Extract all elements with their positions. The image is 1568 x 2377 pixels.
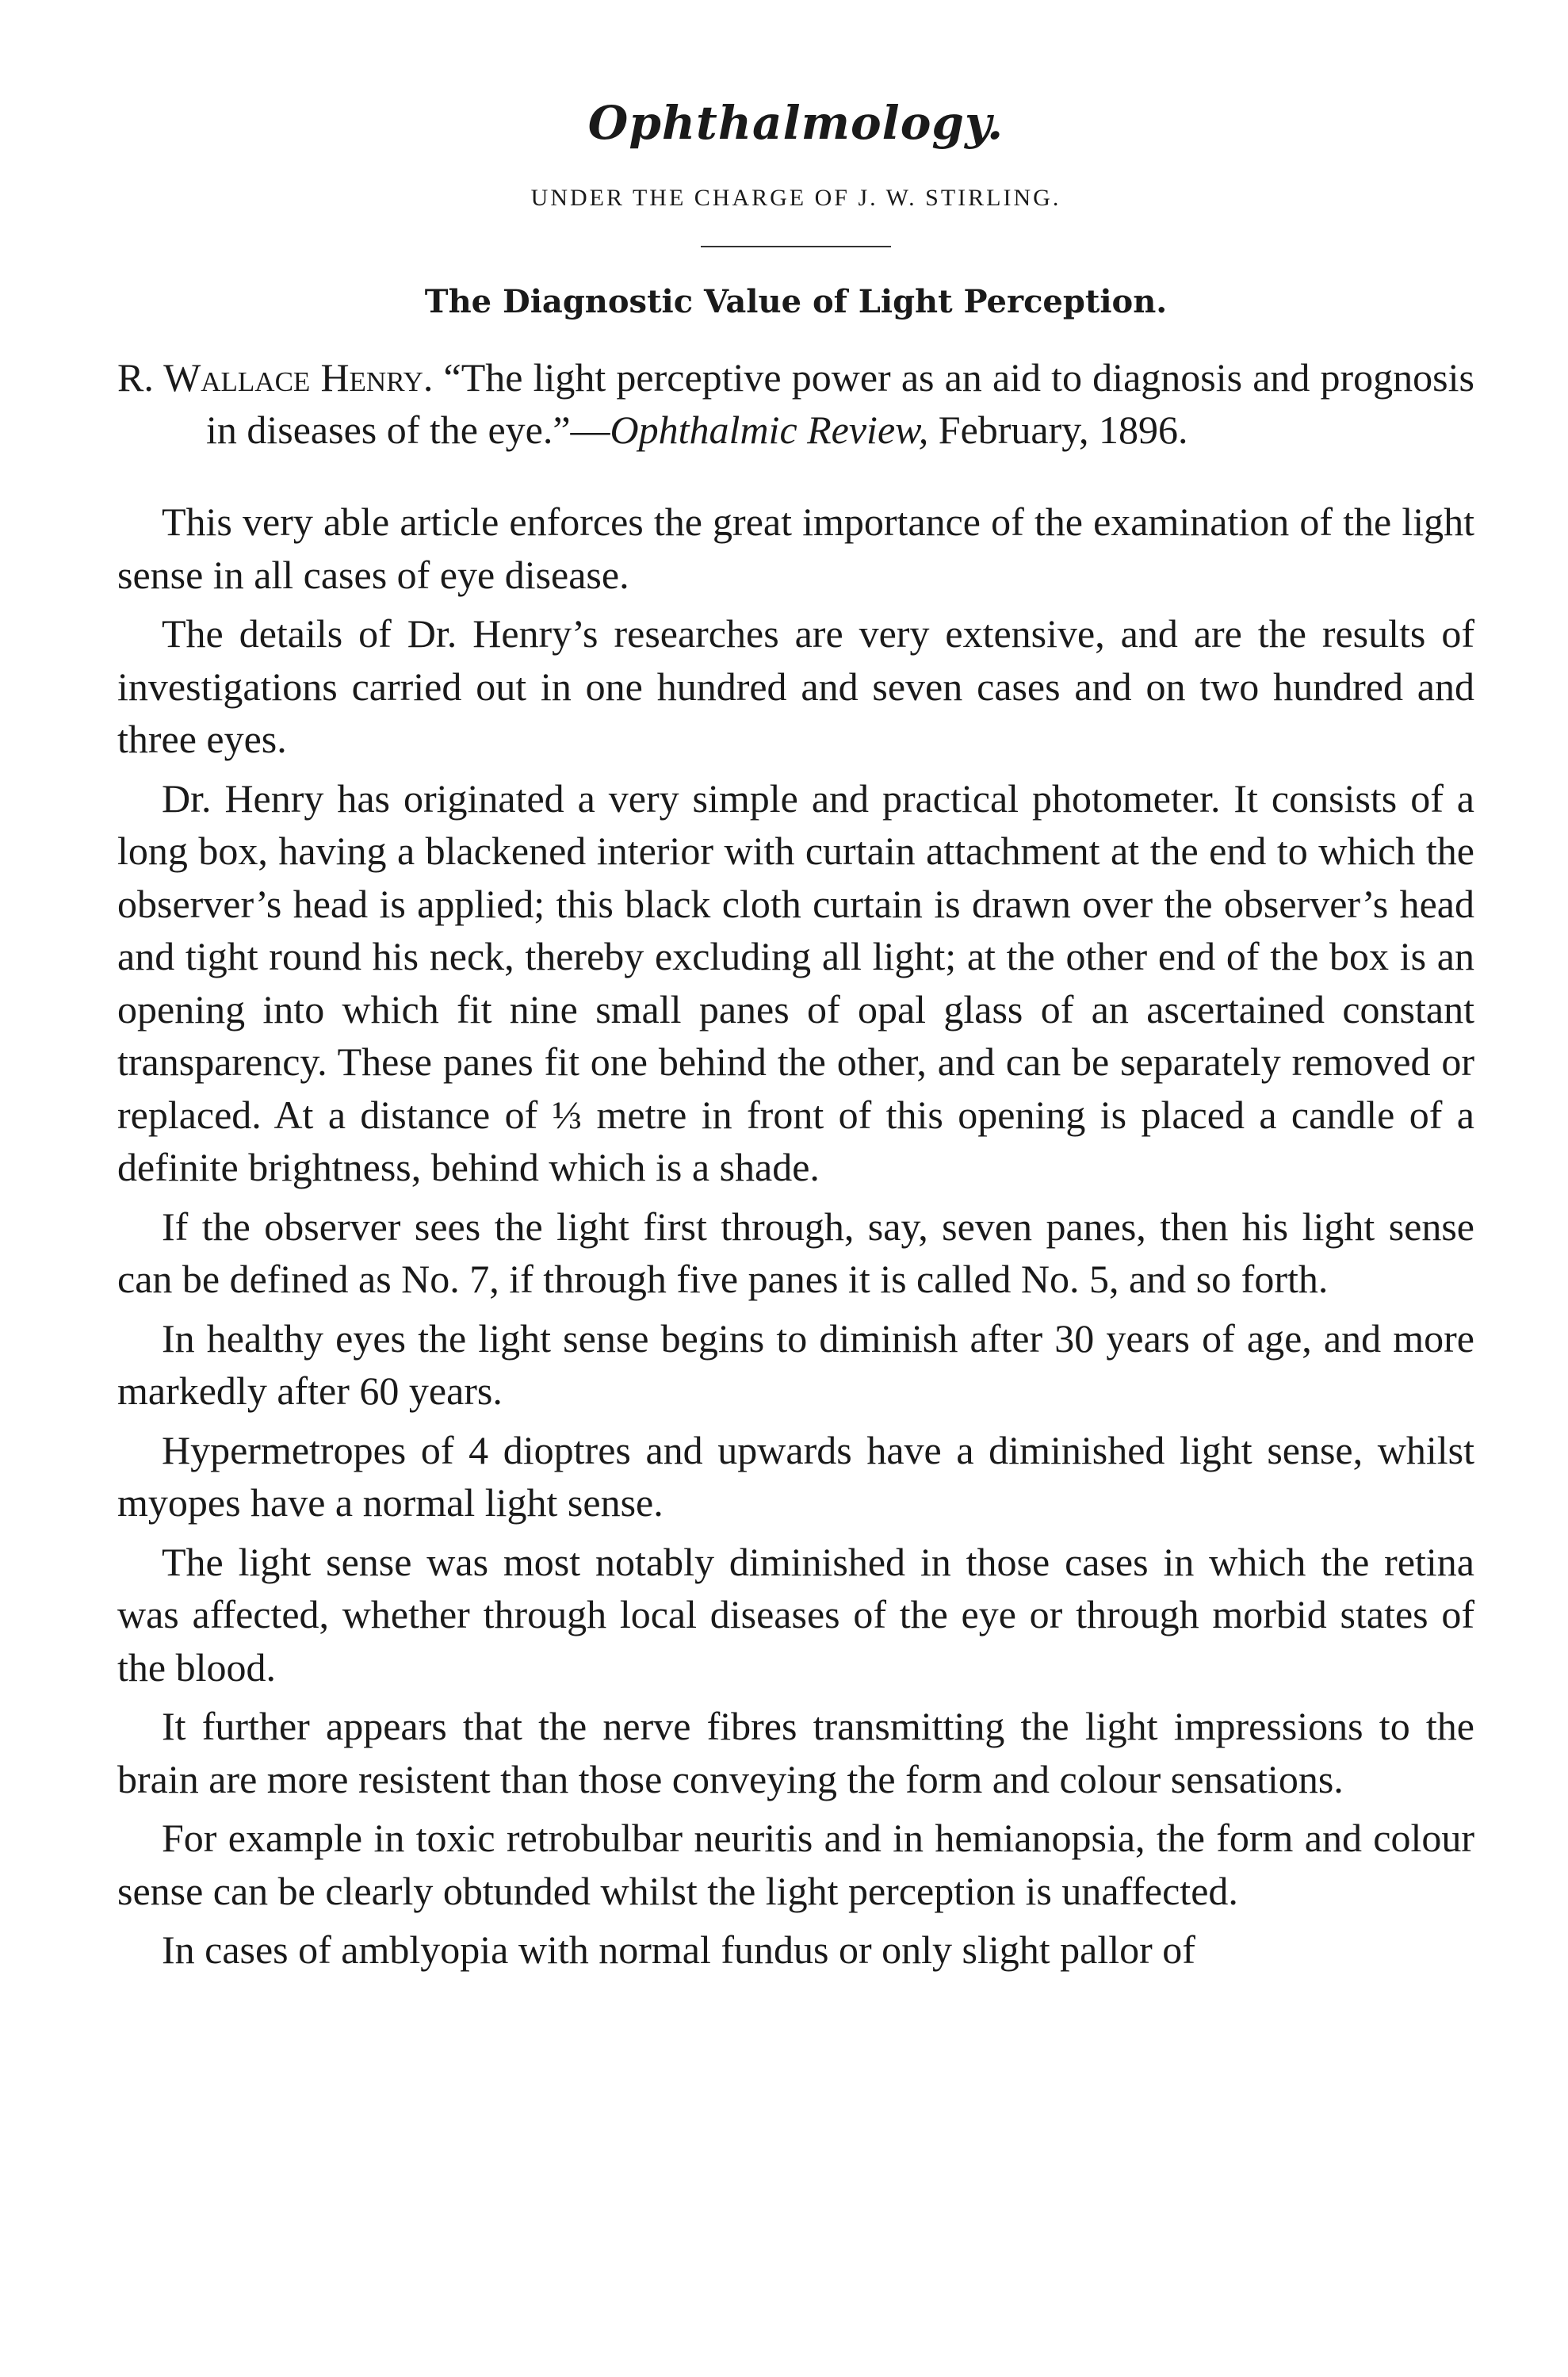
article-title: The Diagnostic Value of Light Perception. <box>424 283 1168 320</box>
paragraph: In cases of amblyopia with normal fundus or only slight pallor of <box>162 1927 1195 1973</box>
paragraph: In healthy eyes the light sense begins to diminish after 30 years of age, and more markedly after 60 years. <box>117 1315 1474 1414</box>
section-title: Ophthalmology. <box>587 96 1004 150</box>
citation-author: R. Wallace Henry. <box>117 355 434 400</box>
paragraph: It further appears that the nerve fibres transmitting the light impressions to the brain are more resistent than those conveying the form and colour sensations. <box>117 1704 1474 1801</box>
section-charge-line: UNDER THE CHARGE OF J. W. STIRLING. <box>530 185 1061 211</box>
section-divider <box>701 246 891 247</box>
citation-quote: “The light perceptive power as an aid to diagnosis and prognosis in diseases of the eye.”— <box>206 355 1474 453</box>
paragraph: This very able article enforces the great importance of the examination of the light sense in all cases of eye disease. <box>117 500 1474 597</box>
article-citation <box>117 351 1474 456</box>
paragraph: For example in toxic retrobulbar neuritis and in hemianopsia, the form and colour sense can be clearly obtunded whilst the light perception is unaffected. <box>117 1816 1474 1913</box>
article-body <box>117 496 1474 1977</box>
paragraph: The light sense was most notably diminished in those cases in which the retina was affected, whether through local diseases of the eye or through morbid states of the blood. <box>117 1539 1474 1690</box>
paragraph: Hypermetropes of 4 dioptres and upwards have a diminished light sense, whilst myopes have a normal light sense. <box>117 1427 1474 1525</box>
citation-date: February, 1896. <box>928 408 1188 453</box>
paragraph: The details of Dr. Henry’s researches are very extensive, and are the results of investigations carried out in one hundred and seven cases and on two hundred and three eyes. <box>117 611 1474 762</box>
journal-page <box>117 87 1474 1983</box>
paragraph: Dr. Henry has originated a very simple and practical photometer. It consists of a long box, having a blackened interior with curtain attachment at the end to which the observer’s head is applied; this black cloth curtain is drawn over the observer’s head and tight round his neck, thereby excluding all light; at the other end of the box is an opening into which fit nine small panes of opal glass of an ascertained constant transparency. These panes fit one behind the other, and can be separately removed or replaced. At a distance of ⅓ metre in front of this opening is placed a candle of a definite brightness, behind which is a shade. <box>117 775 1474 1190</box>
paragraph: If the observer sees the light first through, say, seven panes, then his light sense can be defined as No. 7, if through five panes it is called No. 5, and so forth. <box>117 1204 1474 1302</box>
citation-journal: Ophthalmic Review, <box>610 408 929 453</box>
